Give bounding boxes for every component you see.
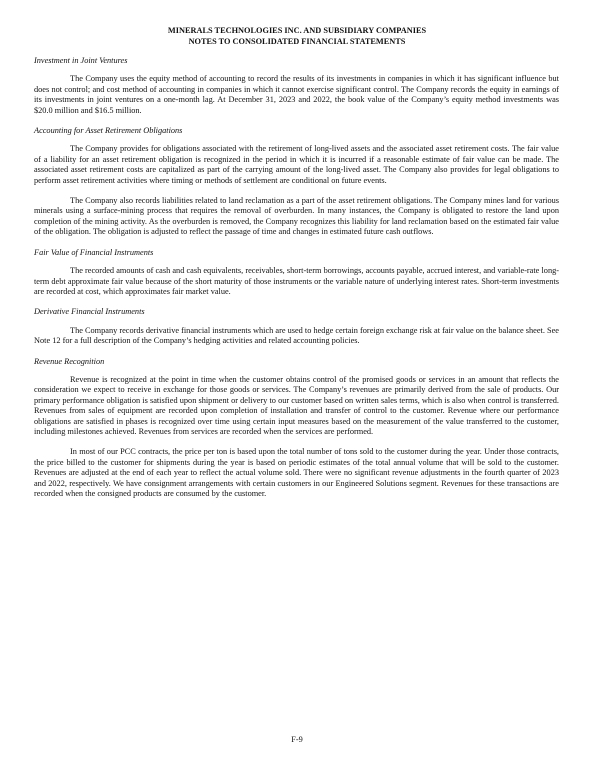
- page-number: F-9: [291, 735, 303, 744]
- company-title: MINERALS TECHNOLOGIES INC. AND SUBSIDIARY COMPANIES: [167, 26, 427, 35]
- document-body: [34, 56, 559, 509]
- section-revenue-recognition: [34, 357, 559, 500]
- section-heading: Investment in Joint Ventures: [34, 56, 128, 65]
- paragraph: The Company also records liabilities related to land reclamation as a part of the asset retirement obligations. The Company mines land for various minerals using a surface-mining process that requires the removal of overburden. In many instances, the Company is obligated to restore the land upon completion of the mining activity. As the overburden is removed, the Company recognizes this liability for land reclamation based on the estimated fair value of the obligation. The obligation is adjusted to reflect the passage of time and changes in estimated future cash outflows.: [34, 196, 559, 237]
- paragraph: The Company uses the equity method of accounting to record the results of its investments in companies in which it has significant influence but does not control; and cost method of accounting in companies in which it cannot exercise significant control. The Company records the equity in earnings of its investments in joint ventures on a one-month lag. At December 31, 2023 and 2022, the book value of the Company’s equity method investments was $20.0 million and $16.5 million.: [34, 74, 559, 115]
- paragraph: In most of our PCC contracts, the price per ton is based upon the total number of tons sold to the customer during the year. Under those contracts, the price billed to the customer for shipments during the year is based on periodic estimates of the total annual volume that will be sold to the customer. Revenues are adjusted at the end of each year to reflect the actual volume sold. There were no significant revenue adjustments in the fourth quarter of 2023 and 2022, respectively. We have consignment arrangements with certain customers in our Engineered Solutions segment. Revenues for these transactions are recorded when the consigned products are consumed by the customer.: [34, 447, 559, 498]
- paragraph: The Company records derivative financial instruments which are used to hedge certain foreign exchange risk at fair value on the balance sheet. See Note 12 for a full description of the Company’s hedging activities and related accounting policies.: [34, 325, 559, 346]
- paragraph: The Company provides for obligations associated with the retirement of long-lived assets and the associated asset retirement costs. The fair value of a liability for an asset retirement obligation is recognized in the period in which it is incurred if a reasonable estimate of fair value can be made. The associated asset retirement costs are capitalized as part of the carrying amount of the long-lived asset. The Company also provides for legal obligations to perform asset retirement activities where timing or methods of settlement are conditional on future events.: [34, 144, 559, 185]
- section-asset-retirement-obligations: [34, 126, 559, 238]
- section-investment-joint-ventures: [34, 56, 559, 116]
- paragraph: The recorded amounts of cash and cash equivalents, receivables, short-term borrowings, accounts payable, accrued interest, and variable-rate long-term debt approximate fair value because of the short maturity of those instruments or the variable nature of underlying interest rates. Short-term investments are recorded at cost, which approximates fair market value.: [34, 266, 559, 296]
- section-derivative-financial-instruments: [34, 307, 559, 346]
- section-heading: Derivative Financial Instruments: [34, 307, 145, 317]
- section-heading: Revenue Recognition: [34, 356, 105, 366]
- paragraph: Revenue is recognized at the point in time when the customer obtains control of the promised goods or services in an amount that reflects the consideration we expect to receive in exchange for those goods or services. The Company’s revenues are primarily derived from the sale of products. Our primary performance obligation is satisfied upon shipment or delivery to our customer based on written sales terms, which is also when control is transferred. Revenues from sales of equipment are recorded upon completion of installation and transfer of control to the customer. Revenue where our performance obligations are satisfied in phases is recognized over time using certain input measures based on the measurement of the value transferred to the customer, including milestones achieved. Revenues from services are recorded when the services are performed.: [34, 374, 559, 436]
- section-fair-value-financial-instruments: [34, 248, 559, 298]
- notes-title: NOTES TO CONSOLIDATED FINANCIAL STATEMENTS: [188, 36, 406, 46]
- section-heading: Fair Value of Financial Instruments: [34, 247, 154, 257]
- section-heading: Accounting for Asset Retirement Obligations: [34, 126, 183, 136]
